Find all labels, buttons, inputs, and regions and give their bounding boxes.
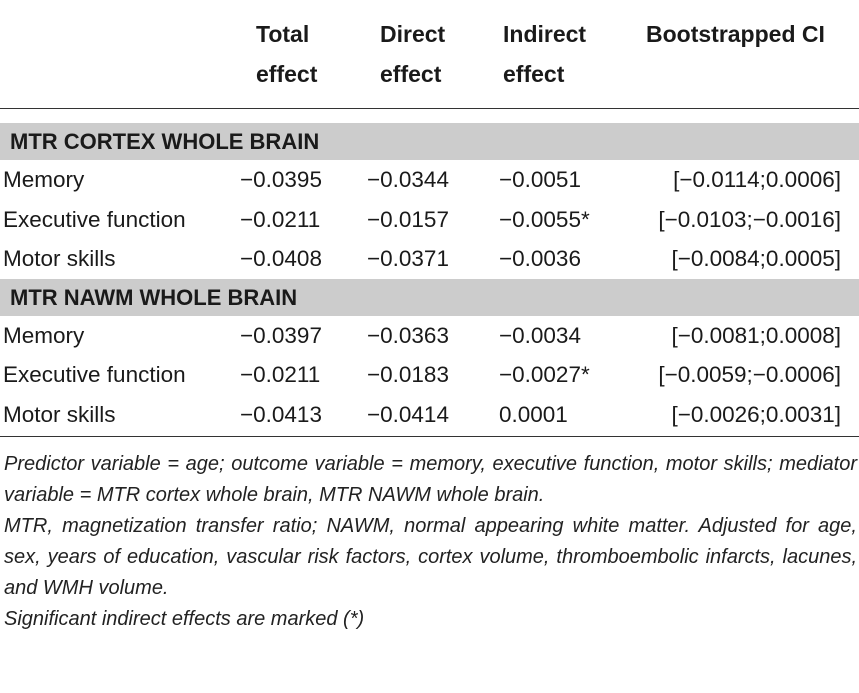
section-title-cortex: MTR CORTEX WHOLE BRAIN [0, 123, 859, 160]
direct-effect-value: −0.0157 [367, 206, 449, 232]
indirect-effect-value: −0.0034 [499, 322, 581, 348]
table-row [0, 239, 859, 279]
direct-effect-value: −0.0363 [367, 322, 449, 348]
header-direct-effect: Direct effect [380, 21, 446, 87]
bootstrapped-ci-value: [−0.0059;−0.0006] [658, 362, 841, 387]
bootstrapped-ci-value: [−0.0081;0.0008] [671, 322, 841, 348]
direct-effect-value: −0.0414 [367, 401, 449, 427]
indirect-effect-value: 0.0001 [499, 401, 568, 427]
header-bootstrapped-ci: Bootstrapped CI [646, 21, 825, 47]
bootstrapped-ci-value: [−0.0026;0.0031] [671, 401, 841, 427]
footnote-variables: Predictor variable = age; outcome variable = memory, executive function, motor skills; mediator variable = MTR cortex whole brain, MTR NAWM whole brain. [4, 453, 857, 506]
total-effect-value: −0.0211 [240, 362, 321, 387]
table-row [0, 160, 859, 200]
bootstrapped-ci-value: [−0.0084;0.0005] [671, 246, 841, 271]
table-header [0, 0, 859, 109]
table-row [0, 200, 859, 240]
row-label: Motor skills [3, 401, 116, 427]
bootstrapped-ci-value: [−0.0114;0.0006] [673, 167, 841, 192]
row-label: Executive function [3, 206, 186, 232]
total-effect-value: −0.0408 [240, 246, 322, 271]
direct-effect-value: −0.0371 [367, 246, 449, 271]
table-row [0, 355, 859, 395]
footnote-significance: Significant indirect effects are marked (*) [4, 608, 365, 630]
direct-effect-value: −0.0344 [367, 167, 449, 192]
header-total-effect: Total effect [256, 21, 318, 87]
indirect-effect-value: −0.0036 [499, 246, 581, 271]
direct-effect-value: −0.0183 [367, 362, 449, 387]
total-effect-value: −0.0413 [240, 401, 322, 427]
section-title-nawm: MTR NAWM WHOLE BRAIN [0, 279, 859, 316]
table-row [0, 395, 859, 435]
indirect-effect-value: −0.0027* [499, 362, 590, 387]
footnote-abbreviations: MTR, magnetization transfer ratio; NAWM, normal appearing white matter. Adjusted for age, sex, years of education, vascular risk factors, cortex volume, thromboembolic infarcts, lacunes, and WMH volume. [4, 515, 857, 599]
table-footnotes [0, 437, 859, 635]
row-label: Motor skills [3, 246, 116, 271]
row-label: Memory [3, 322, 85, 348]
table-row [0, 316, 859, 356]
row-label: Memory [3, 167, 85, 192]
total-effect-value: −0.0211 [240, 206, 321, 232]
indirect-effect-value: −0.0051 [499, 167, 581, 192]
total-effect-value: −0.0397 [240, 322, 322, 348]
total-effect-value: −0.0395 [240, 167, 322, 192]
header-indirect-effect: Indirect effect [503, 21, 587, 87]
bootstrapped-ci-value: [−0.0103;−0.0016] [658, 206, 841, 232]
row-label: Executive function [3, 362, 186, 387]
indirect-effect-value: −0.0055* [499, 206, 590, 232]
